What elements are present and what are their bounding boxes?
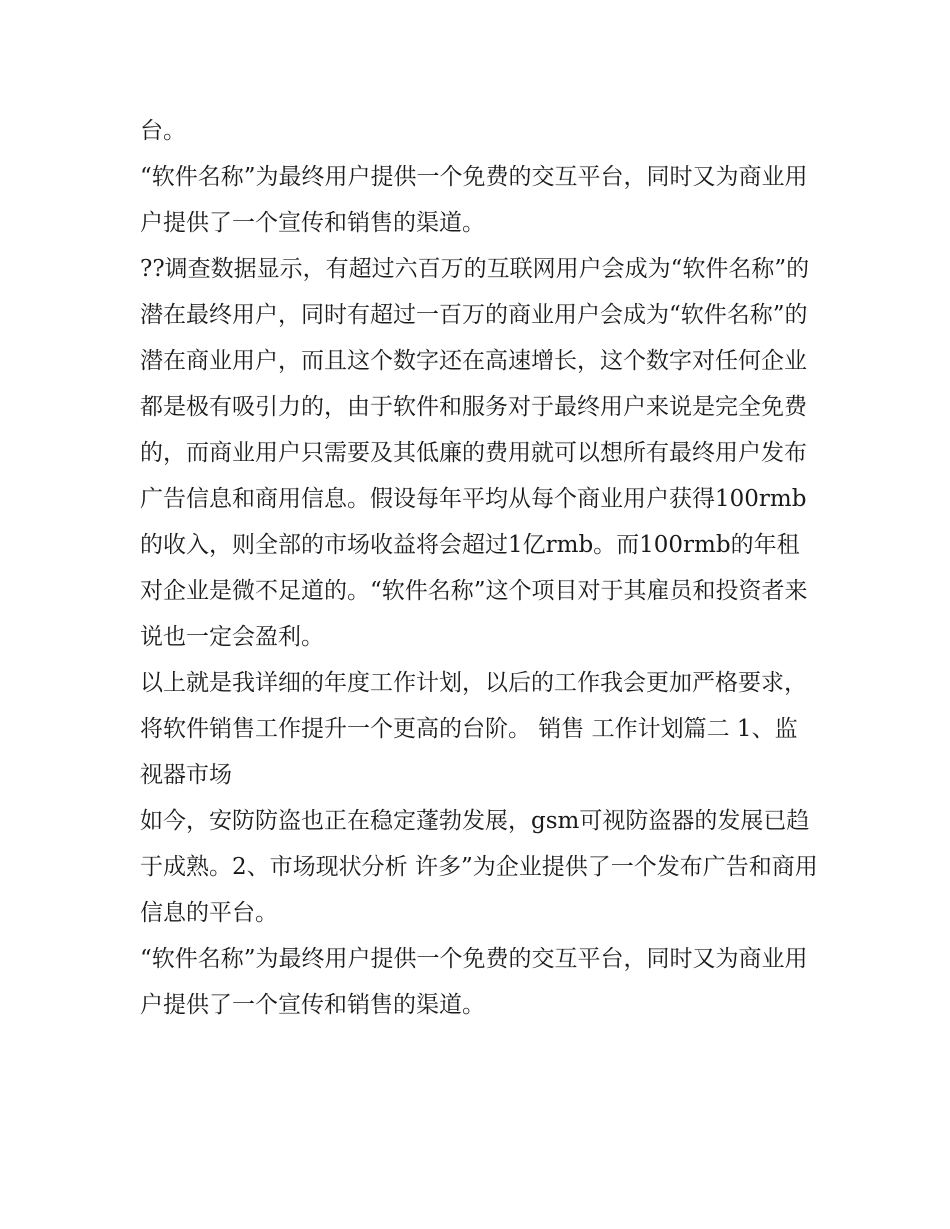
paragraph: “软件名称”为最终用户提供一个免费的交互平台，同时又为商业用户提供了一个宣传和销售的渠道。 xyxy=(140,946,808,1018)
paragraph: 如今，安防防盗也正在稳定蓬勃发展，gsm可视防盗器的发展已趋于成熟。2、市场现状分析 许多”为企业提供了一个发布广告和商用信息的平台。 xyxy=(140,808,818,926)
document-body xyxy=(140,108,820,1028)
paragraph: “软件名称”为最终用户提供一个免费的交互平台，同时又为商业用户提供了一个宣传和销售的渠道。 xyxy=(140,164,808,236)
paragraph: 以上就是我详细的年度工作计划，以后的工作我会更加严格要求，将软件销售工作提升一个更高的台阶。 销售 工作计划篇二 1、监视器市场 xyxy=(140,670,807,788)
paragraph: ??调查数据显示，有超过六百万的互联网用户会成为“软件名称”的潜在最终用户，同时有超过一百万的商业用户会成为“软件名称”的潜在商业用户，而且这个数字还在高速增长，这个数字对任何企业都是极有吸引力的，由于软件和服务对于最终用户来说是完全免费的，而商业用户只需要及其低廉的费用就可以想所有最终用户发布广告信息和商用信息。假设每年平均从每个商业用户获得100rmb的收入，则全部的市场收益将会超过1亿rmb。而100rmb的年租对企业是微不足道的。“软件名称”这个项目对于其雇员和投资者来说也一定会盈利。 xyxy=(140,256,810,650)
paragraph: 台。 xyxy=(140,118,186,144)
